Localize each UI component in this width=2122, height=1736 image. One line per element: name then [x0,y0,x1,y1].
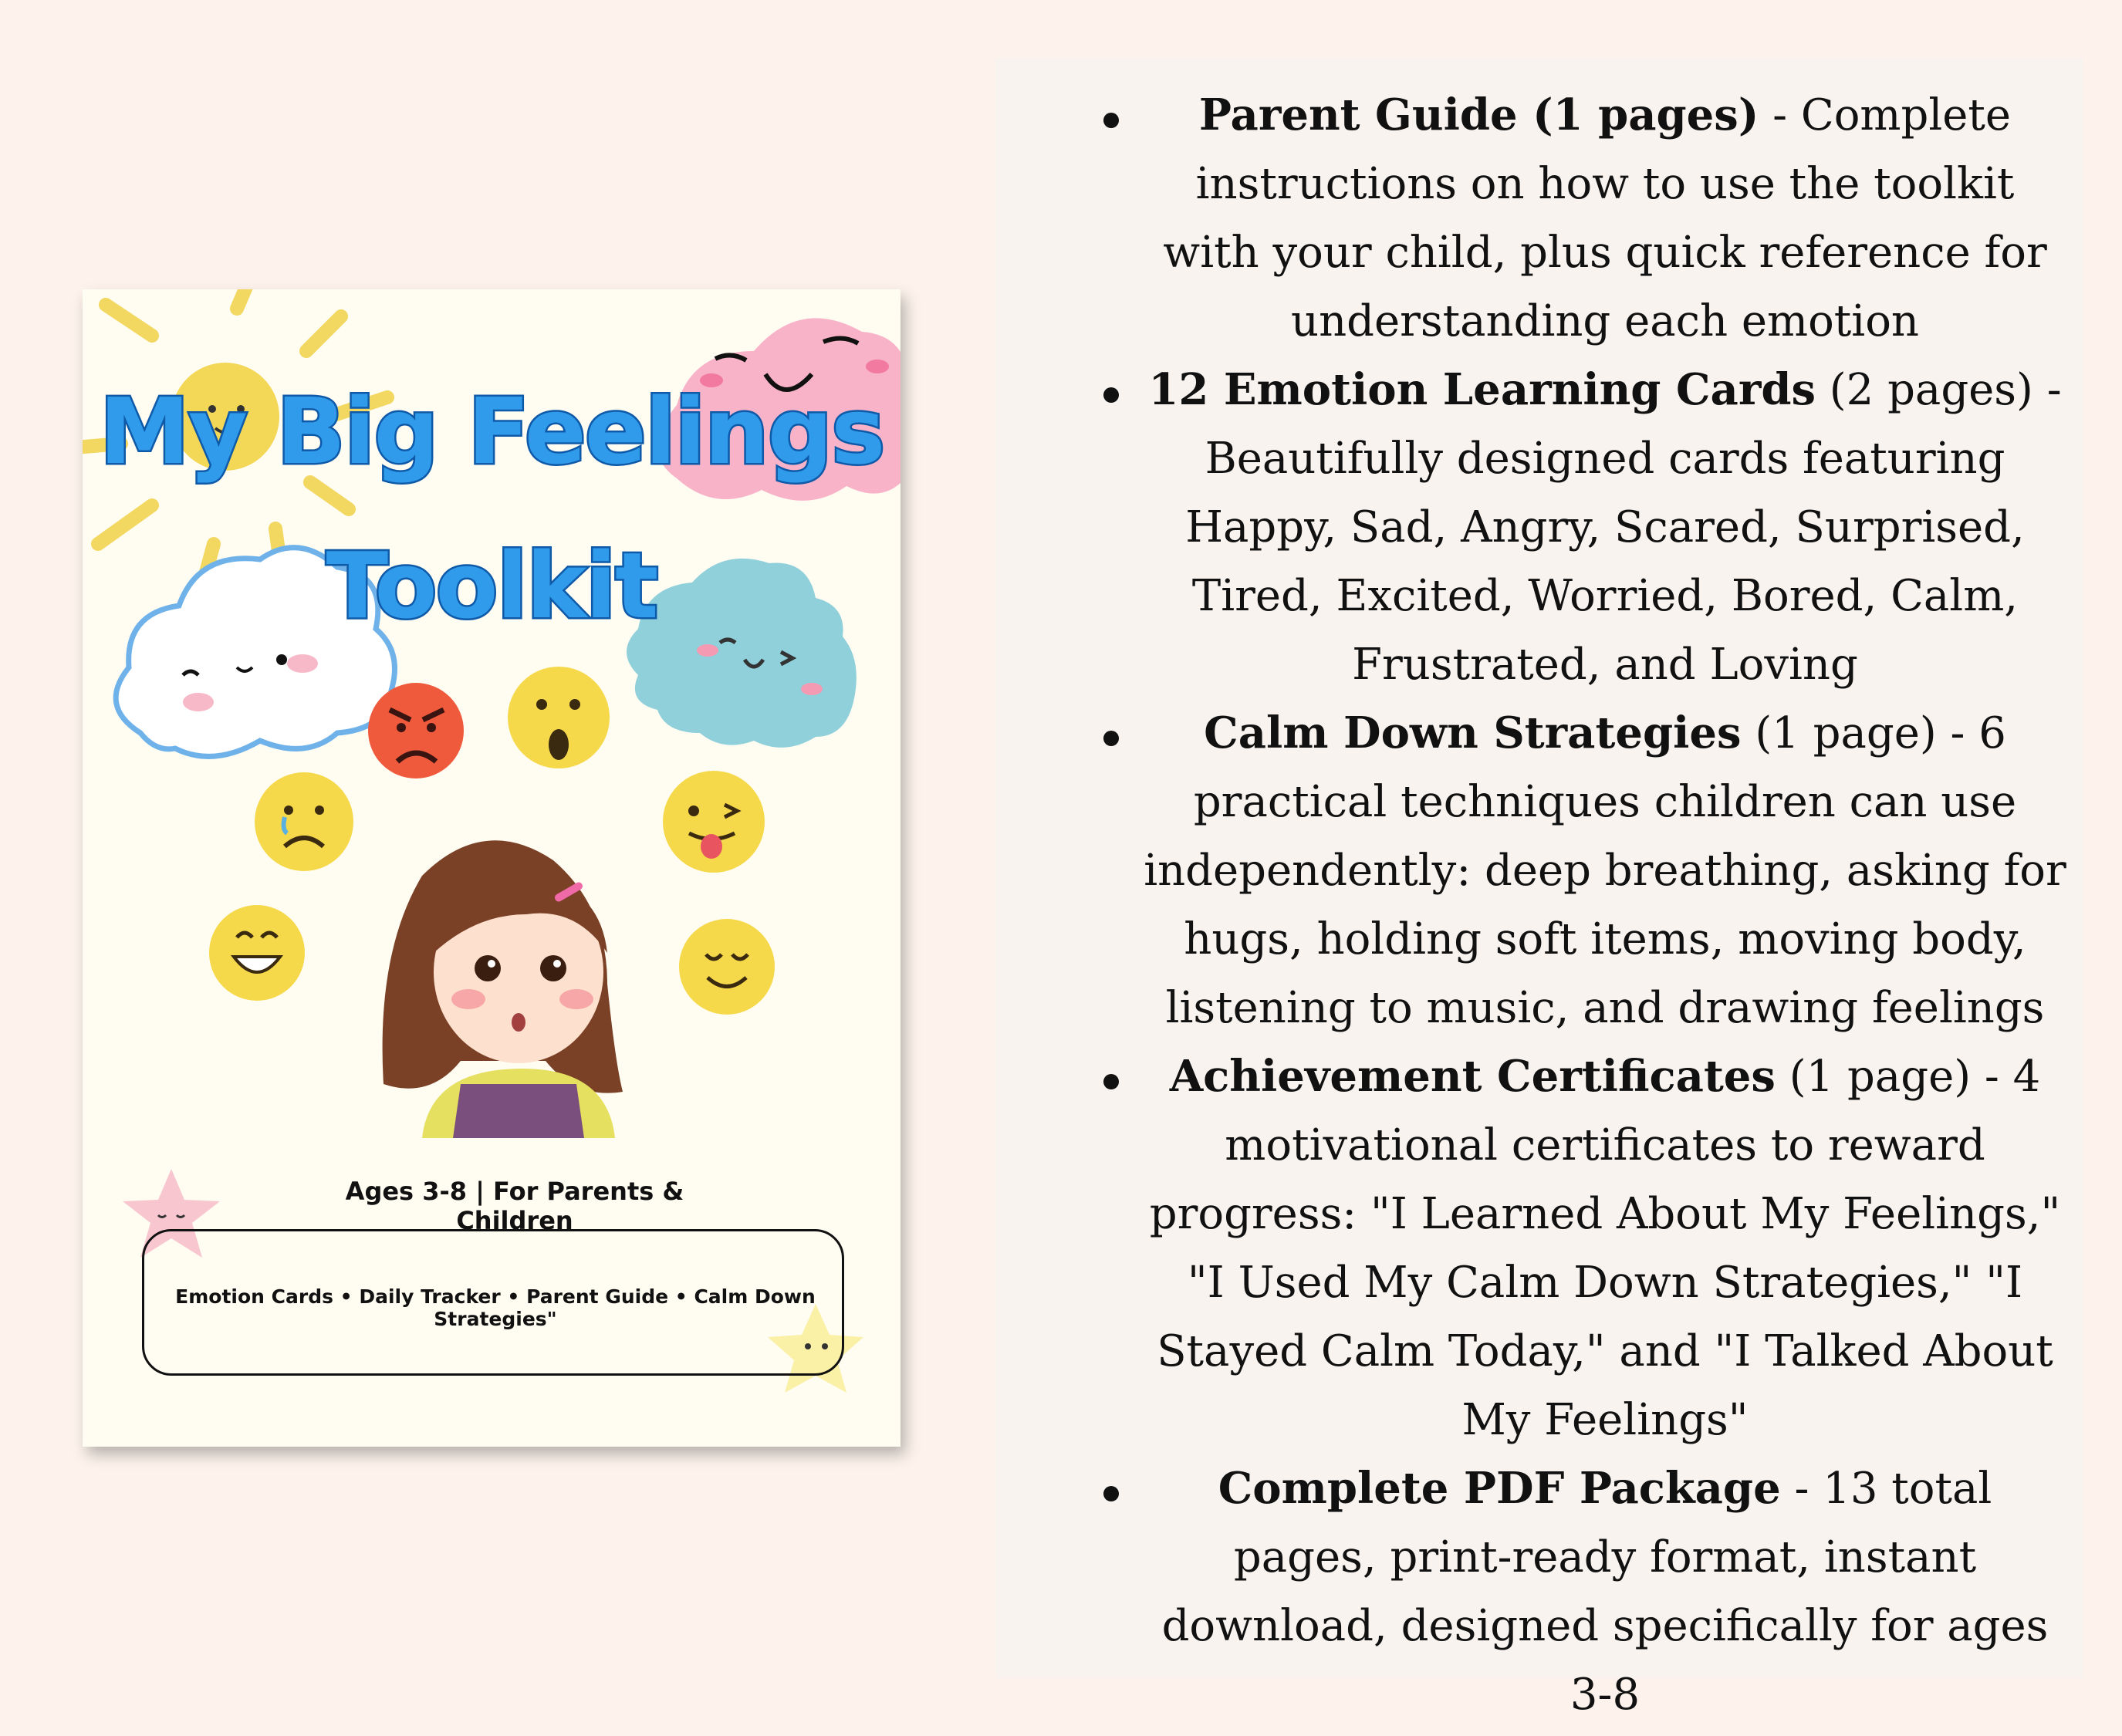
bullet-icon [1103,387,1119,403]
cover-subtitle: Toolkit [326,532,657,639]
angry-emoji-icon [368,683,464,778]
feature-item-achievement-certificates [1042,1042,2068,1454]
sad-emoji-icon [255,772,353,871]
feature-name: Calm Down Strategies [1204,708,1742,758]
feature-description: - 13 total pages, print-ready format, instant download, designed specifically for ages 3-8 [1161,1464,2049,1720]
cover-title: My Big Feelings [99,378,884,485]
content-emoji-icon [679,919,775,1015]
bullet-icon [1103,113,1119,128]
feature-name: 12 Emotion Learning Cards [1148,364,1816,415]
feature-panel [995,58,2083,1720]
feature-name: Complete PDF Package [1218,1463,1781,1514]
cover-ages-line: Ages 3-8 | For Parents & Children [345,1177,684,1235]
feature-list [1042,81,2068,1729]
feature-name: Achievement Certificates [1169,1051,1776,1102]
grinning-emoji-icon [209,905,305,1001]
cover-tagline-box [142,1229,844,1376]
bullet-icon [1103,1074,1119,1089]
cover-tagline: Emotion Cards • Daily Tracker • Parent Guide • Calm Down Strategies" [175,1285,816,1330]
feature-item-calm-down-strategies [1042,699,2068,1042]
bullet-icon [1103,1486,1119,1501]
feature-description: - Complete instructions on how to use the toolkit with your child, plus quick reference for understanding each emotion [1163,90,2047,346]
girl-illustration [383,840,623,1138]
feature-description: (1 page) - 4 motivational certificates to reward progress: "I Learned About My Feelings," "I Used My Calm Down Strategies," "I Stayed Calm Today," and "I Talked About My Feelings" [1149,1052,2061,1445]
bullet-icon [1103,731,1119,746]
book-cover [83,289,900,1447]
surprised-emoji-icon [508,667,610,768]
feature-name: Parent Guide (1 pages) [1198,90,1759,140]
feature-item-parent-guide [1042,81,2068,356]
feature-item-pdf-package [1042,1454,2068,1729]
feature-description: (2 pages) - Beautifully designed cards featuring Happy, Sad, Angry, Scared, Surprised, Tired, Excited, Worried, Bored, Calm, Frustrated, and Loving [1185,365,2062,690]
feature-item-emotion-cards [1042,356,2068,699]
winking-emoji-icon [663,771,765,873]
feature-description: (1 page) - 6 practical techniques children can use independently: deep breathing, asking for hugs, holding soft items, moving body, listening to music, and drawing feelings [1144,708,2066,1033]
